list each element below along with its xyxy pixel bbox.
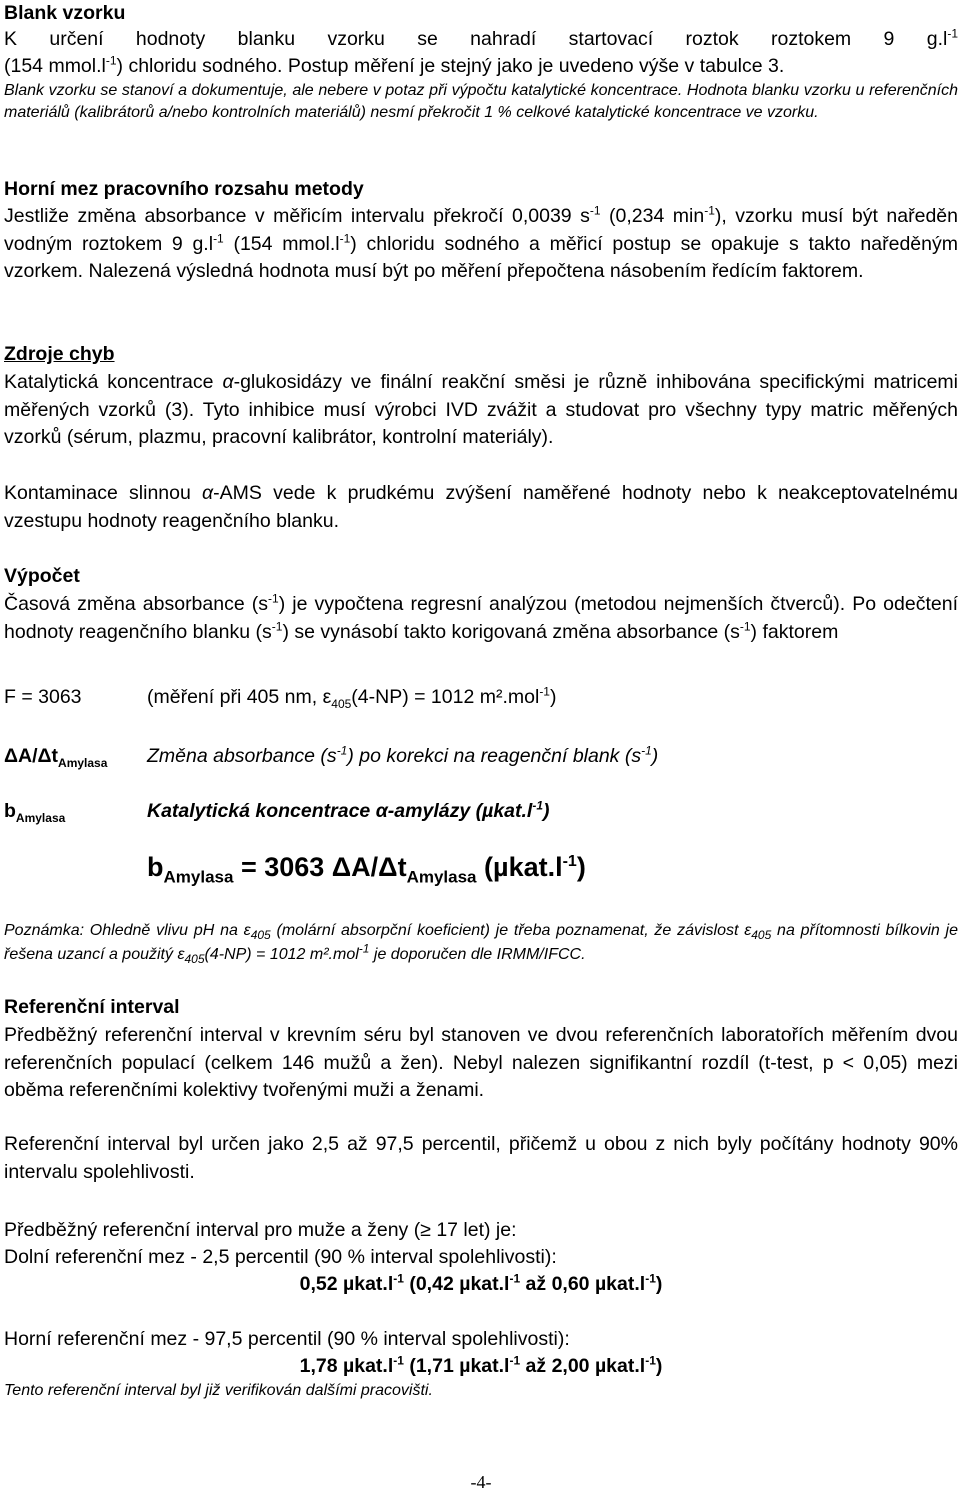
text: b bbox=[4, 800, 16, 822]
sup: -1 bbox=[645, 1353, 656, 1368]
text: Jestliže změna absorbance v měřicím intervalu překročí 0,0039 s bbox=[4, 205, 590, 227]
text: b bbox=[147, 852, 164, 882]
sup: -1 bbox=[105, 53, 117, 68]
text: (molární absorpční koeficient) je třeba poznamenat, že závislost ε bbox=[270, 922, 752, 939]
delta-value bbox=[147, 742, 658, 770]
sup: -1 bbox=[339, 231, 351, 245]
sup: -1 bbox=[645, 1271, 656, 1286]
lower-limit-values bbox=[4, 1271, 958, 1299]
sub: Amylasa bbox=[15, 810, 66, 825]
text: ) bbox=[655, 1355, 663, 1377]
text: až 0,60 µkat.l bbox=[520, 1273, 646, 1295]
sup: -1 bbox=[532, 798, 544, 813]
sup: -1 bbox=[641, 743, 652, 758]
sup: -1 bbox=[268, 591, 279, 606]
calc-note bbox=[4, 919, 958, 967]
text: -AMS vede k prudkému zvýšení naměřené hodnoty nebo k neakceptovatelnému vzestupu hodnoty reagenčního blanku. bbox=[4, 482, 958, 532]
sup: -1 bbox=[589, 203, 601, 218]
text: ) je vypočtena regresní analýzou (metodou nejmenších čtverců). Po odečtení hodnoty reagenčního blanku (s bbox=[4, 593, 958, 643]
text: Změna absorbance (s bbox=[147, 745, 337, 767]
text: K určení hodnoty blanku vzorku se nahradí startovací roztok roztokem 9 g.l bbox=[4, 28, 948, 50]
text: ) bbox=[576, 852, 586, 882]
reference-paragraph-3: Předběžný referenční interval pro muže a ženy (≥ 17 let) je: bbox=[4, 1219, 517, 1241]
text: ) faktorem bbox=[750, 620, 839, 643]
sup: -1 bbox=[539, 684, 550, 699]
text: ), vzorku musí být naředěn vodným roztokem 9 g.l bbox=[4, 205, 958, 255]
text: ) chloridu sodného a měřicí postup se opakuje s takto naředěným vzorkem. Nalezená výsledná hodnota musí být po měření přepočtena násobením ředícím faktorem. bbox=[4, 232, 958, 282]
upper-limit-paragraph bbox=[4, 203, 958, 286]
sub: Amylasa bbox=[163, 867, 234, 887]
sub: 405 bbox=[184, 952, 205, 967]
text: ) bbox=[543, 800, 550, 822]
text: -glukosidázy ve finální reakční směsi je různě inhibována specifickými matricemi měřených vzorků (3). Tyto inhibice musí výrobci IVD zvážit a studovat pro všechny typy matric měřených vzorků (sérum, plazmu, pracovní kalibrátor, kontrolní materiály). bbox=[4, 371, 959, 448]
sup: -1 bbox=[336, 743, 348, 758]
text: (0,42 µkat.l bbox=[403, 1273, 510, 1295]
section-title-blank: Blank vzorku bbox=[4, 2, 126, 24]
sup: -1 bbox=[947, 26, 958, 41]
text: je doporučen dle IRMM/IFCC. bbox=[369, 946, 586, 963]
text: Poznámka: Ohledně vlivu pH na ε bbox=[4, 922, 251, 939]
text: (154 mmol.l bbox=[223, 232, 340, 255]
errors-paragraph-2 bbox=[4, 480, 958, 535]
section-title-reference: Referenční interval bbox=[4, 996, 180, 1018]
text: Katalytická koncentrace bbox=[147, 800, 376, 822]
sub: Amylasa bbox=[58, 755, 108, 770]
sub: 405 bbox=[331, 696, 352, 711]
b-key bbox=[4, 797, 65, 825]
reference-paragraph-5: Horní referenční mez - 97,5 percentil (90 % interval spolehlivosti): bbox=[4, 1328, 570, 1350]
delta-key bbox=[4, 742, 107, 770]
text: Kontaminace slinnou bbox=[4, 482, 203, 504]
sup: -1 bbox=[509, 1353, 521, 1368]
text: ) se vynásobí takto korigovaná změna absorbance (s bbox=[282, 620, 740, 643]
sup: -1 bbox=[358, 941, 370, 956]
text: až 2,00 µkat.l bbox=[520, 1355, 646, 1377]
blank-paragraph-1a bbox=[4, 26, 958, 54]
sub: Amylasa bbox=[406, 867, 477, 887]
text: = 3063 ΔA/Δt bbox=[233, 852, 407, 882]
reference-paragraph-2: Referenční interval byl určen jako 2,5 až 97,5 percentil, přičemž u obou z nich byly počítány hodnoty 90% intervalu spolehlivosti. bbox=[4, 1133, 958, 1183]
alpha-symbol: α bbox=[375, 800, 388, 822]
text: -amylázy (µkat.l bbox=[387, 800, 533, 822]
factor-value bbox=[147, 683, 556, 711]
text: ΔA/Δt bbox=[4, 745, 59, 767]
text: (4-NP) = 1012 m².mol bbox=[204, 946, 359, 963]
sup: -1 bbox=[562, 853, 577, 870]
section-title-upper-limit: Horní mez pracovního rozsahu metody bbox=[4, 178, 364, 200]
text: Katalytická koncentrace bbox=[4, 371, 223, 393]
text: (154 mmol.l bbox=[4, 55, 106, 77]
text: (0,234 min bbox=[600, 205, 705, 227]
sup: -1 bbox=[213, 231, 224, 245]
reference-paragraph-4: Dolní referenční mez - 2,5 percentil (90 % interval spolehlivosti): bbox=[4, 1246, 557, 1268]
text: ) chloridu sodného. Postup měření je stejný jako je uvedeno výše v tabulce 3. bbox=[116, 55, 785, 77]
calc-paragraph bbox=[4, 591, 958, 646]
blank-paragraph-1b bbox=[4, 53, 958, 81]
errors-paragraph-1 bbox=[4, 369, 958, 452]
blank-paragraph-2: Blank vzorku se stanoví a dokumentuje, ale nebere v potaz při výpočtu katalytické koncentrace. Hodnota blanku vzorku u referenčních materiálů (kalibrátorů a/nebo kontrolních materiálů) nesmí překročit 1 % celkové katalytické koncentrace ve vzorku. bbox=[4, 82, 958, 121]
sub: 405 bbox=[751, 928, 772, 943]
reference-paragraph-1: Předběžný referenční interval v krevním séru byl stanoven ve dvou referenčních laboratořích měřením dvou referenčních populací (celkem 146 mužů a žen). Nebyl nalezen signifikantní rozdíl (t-test, p < 0,05) mezi oběma referenčními kolektivy tvořenými muži a ženami. bbox=[4, 1024, 958, 1101]
text: ) bbox=[655, 1273, 663, 1295]
sub: 405 bbox=[250, 928, 271, 943]
sup: -1 bbox=[739, 619, 751, 633]
section-title-errors: Zdroje chyb bbox=[4, 343, 115, 365]
text: ) bbox=[651, 745, 659, 767]
amylase-formula bbox=[147, 852, 586, 887]
text: ) po korekci na reagenční blank (s bbox=[347, 745, 642, 767]
sup: -1 bbox=[271, 619, 283, 633]
alpha-symbol: α bbox=[202, 482, 214, 504]
sup: -1 bbox=[393, 1271, 404, 1286]
reference-verification-note: Tento referenční interval byl již verifikován dalšími pracovišti. bbox=[4, 1382, 433, 1399]
b-value bbox=[147, 797, 550, 825]
section-title-calculation: Výpočet bbox=[4, 565, 80, 587]
text: 0,52 µkat.l bbox=[299, 1273, 394, 1295]
text: Časová změna absorbance (s bbox=[4, 593, 269, 615]
alpha-symbol: α bbox=[222, 371, 234, 393]
text: (4-NP) = 1012 m².mol bbox=[351, 686, 540, 708]
text: 1,78 µkat.l bbox=[299, 1355, 394, 1377]
upper-limit-values bbox=[4, 1353, 958, 1381]
factor-key: F = 3063 bbox=[4, 686, 82, 708]
text: (1,71 µkat.l bbox=[403, 1355, 510, 1377]
text: (µkat.l bbox=[476, 852, 563, 882]
text: na přítomnosti bílkovin je řešena uzancí a použitý ε bbox=[4, 922, 959, 963]
text: (měření při 405 nm, ε bbox=[147, 686, 332, 708]
sup: -1 bbox=[509, 1271, 521, 1286]
page-number: -4- bbox=[470, 1472, 492, 1492]
sup: -1 bbox=[393, 1353, 404, 1368]
sup: -1 bbox=[704, 203, 715, 218]
text: ) bbox=[549, 686, 557, 708]
